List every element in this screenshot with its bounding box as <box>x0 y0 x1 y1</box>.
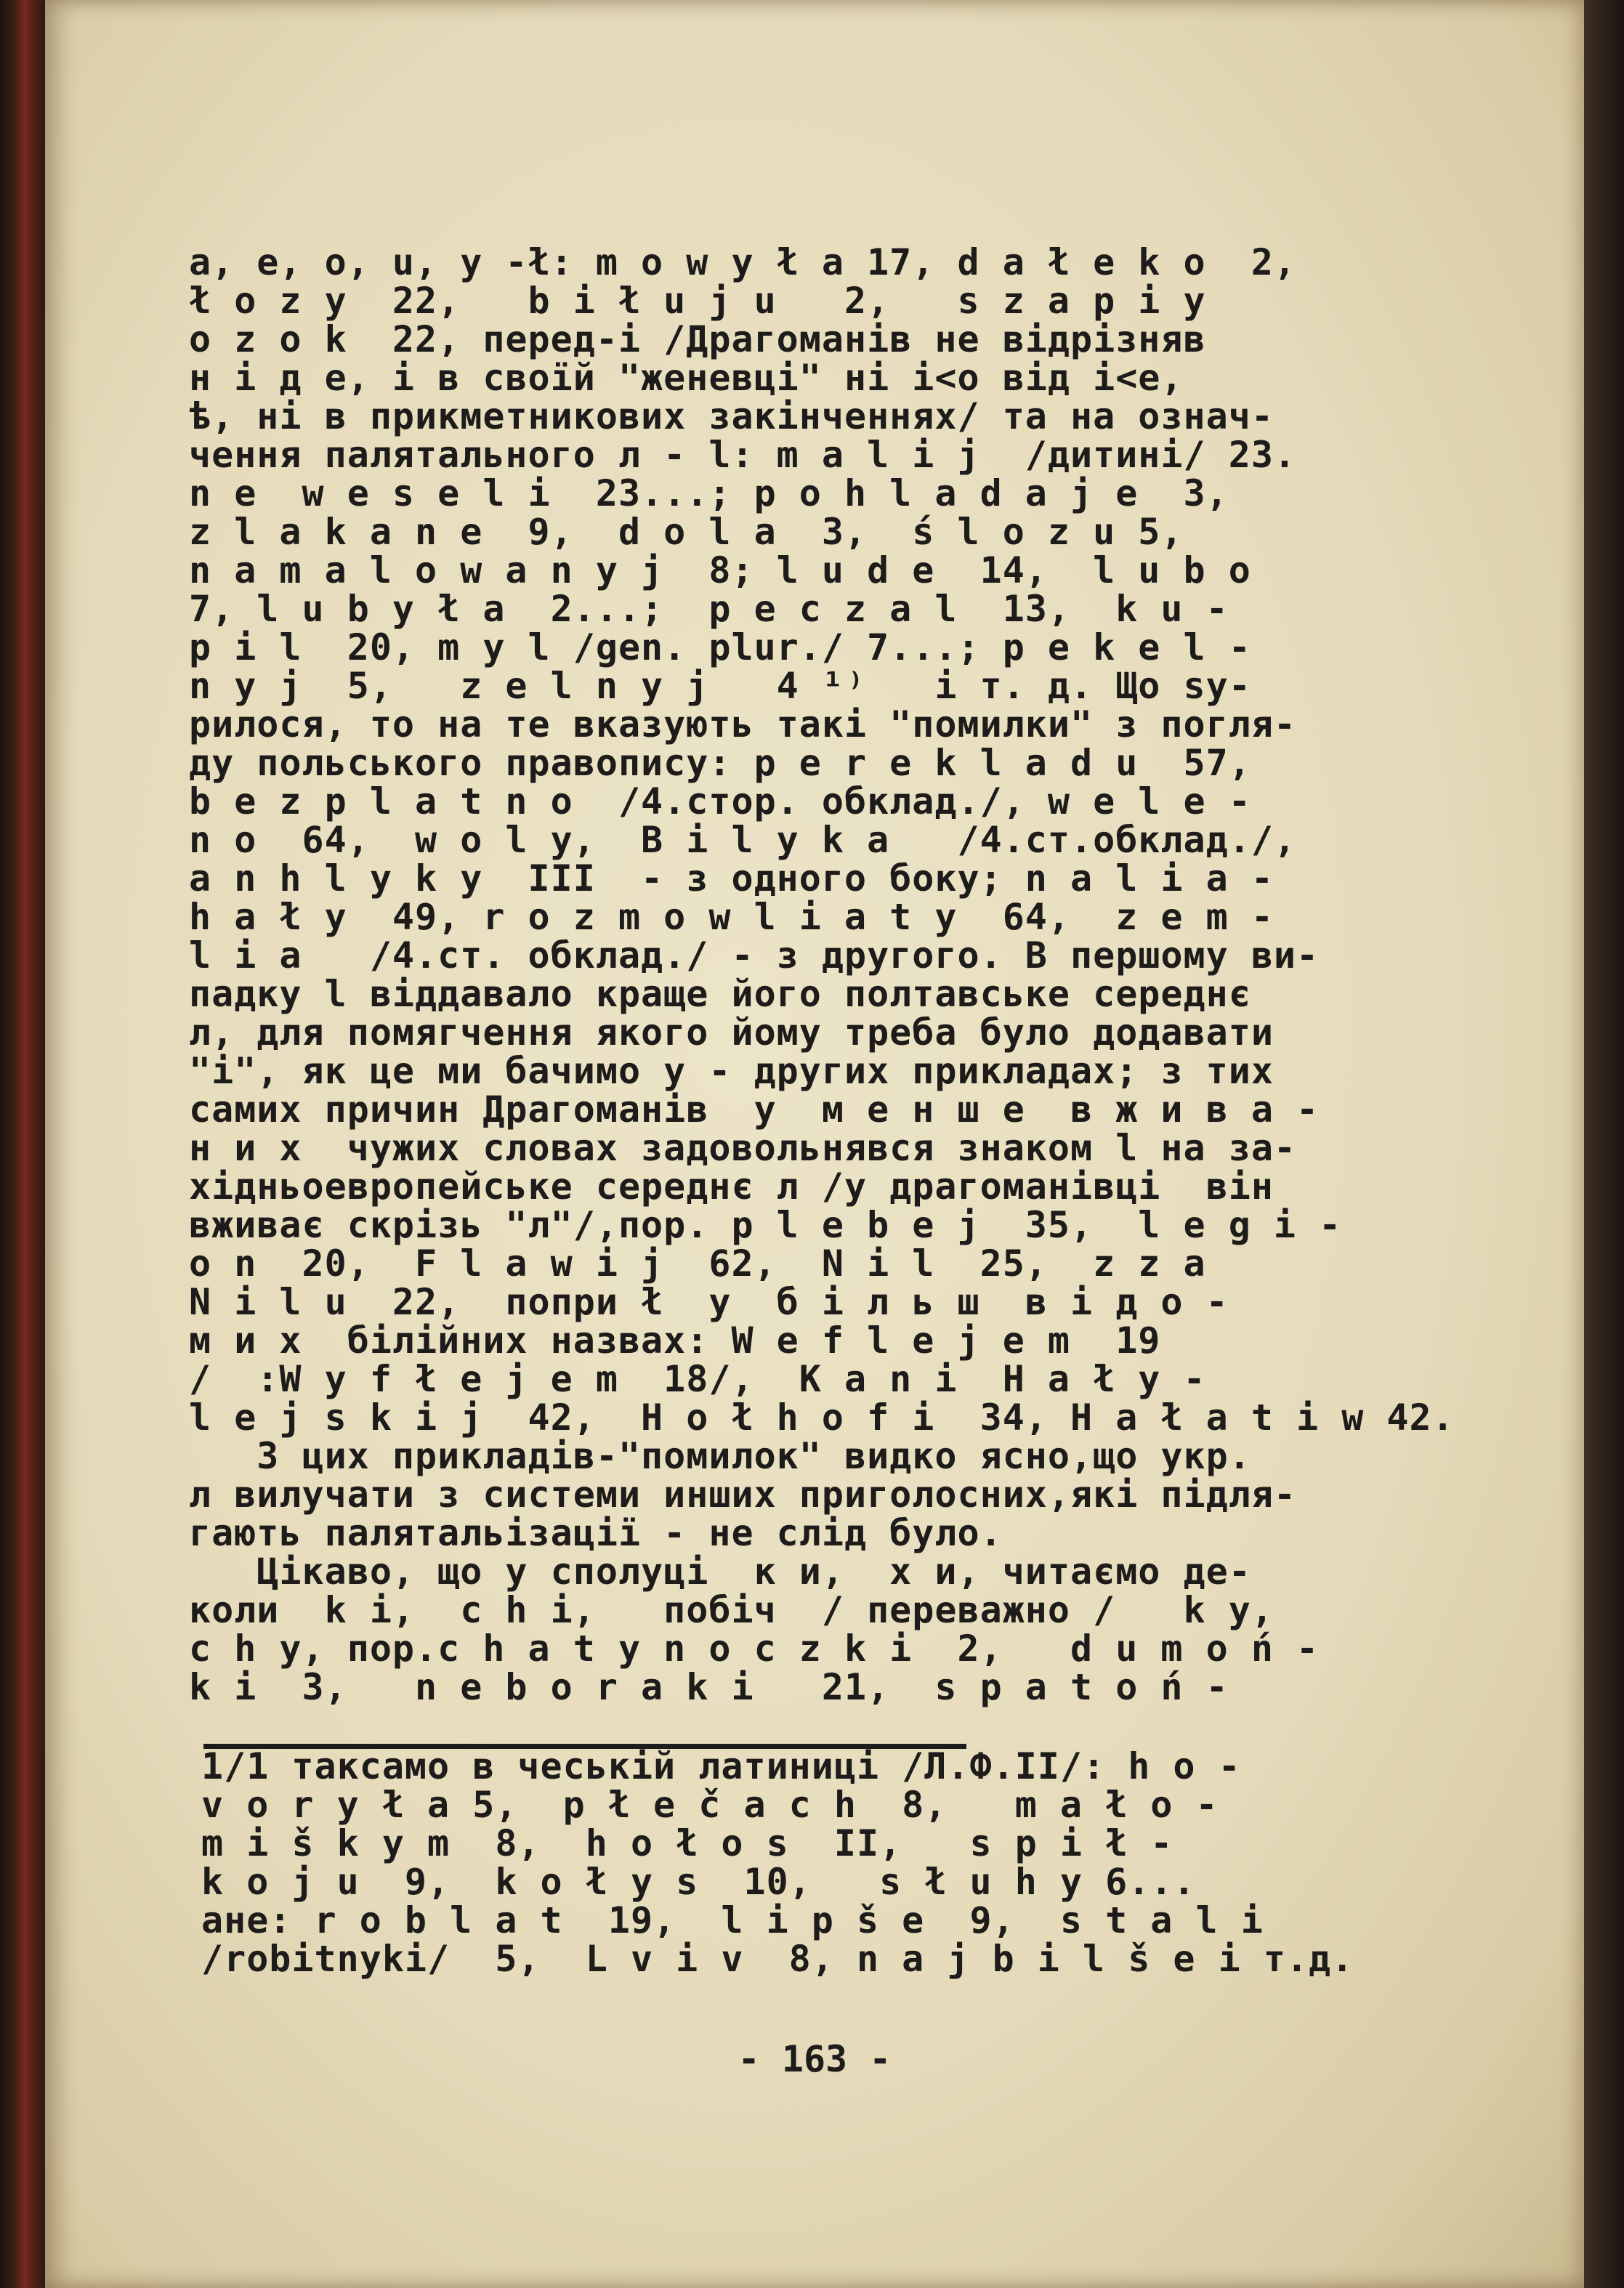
text-line: n y j 5, z e l n y j 4 ¹⁾ і т. д. Що ѕу- <box>189 665 1251 707</box>
footnote-line: ане: r o b l a t 19, l i p š e 9, s t a l i <box>201 1899 1264 1941</box>
footnote-line: 1/1 таксамо в чеській латиниці /Л.Ф.II/: h o - <box>201 1745 1241 1787</box>
text-line: ду польського правопису: p e r e k l a d u 57, <box>189 742 1251 784</box>
text-line: a n h l y k y III - з одного боку; n a l i a - <box>189 857 1274 900</box>
book-spine <box>0 0 45 2288</box>
text-line: коли k i, c h i, побіч / переважно / k y, <box>189 1589 1274 1631</box>
text-line: м и х білійних назвах: W e f l e j e m 19 <box>189 1319 1161 1362</box>
text-line: л вилучати з системи инших приголосних,які підля- <box>189 1474 1297 1516</box>
text-line: гають палятальізації - не слід було. <box>189 1512 1003 1554</box>
text-line: хідньоевропейське середнє л /у драгоманівці він <box>189 1165 1274 1208</box>
text-line: N i l u 22, попри ł у б і л ь ш в і д о - <box>189 1281 1229 1323</box>
text-line: n a m a l o w a n y j 8; l u d e 14, l u b o <box>189 549 1251 591</box>
footnote <box>201 1747 1466 1978</box>
page-edge-shadow <box>1584 0 1624 2288</box>
text-line: н і д е, і в своїй "женевці" ні і<о від і<е, <box>189 357 1184 399</box>
book-page <box>45 0 1584 2288</box>
page-number: - 163 - <box>738 2038 892 2080</box>
text-line: n o 64, w o l y, B i l y k a /4.ст.обклад./, <box>189 819 1297 861</box>
text-line: o z o k 22, перед-і /Драгоманів не відрізняв <box>189 318 1206 360</box>
text-line: n e w e s e l i 23...; p o h l a d a j e 3, <box>189 472 1229 514</box>
text-line: / :W y f ł e j e m 18/, K a n i H a ł y - <box>189 1358 1206 1400</box>
text-line: З цих прикладів-"помилок" видко ясно,що укр. <box>189 1435 1251 1477</box>
text-line: рилося, то на те вказують такі "помилки" з погля- <box>189 703 1297 745</box>
text-line: a, e, o, u, y -ł: m o w y ł a 17, d a ł e k o 2, <box>189 241 1297 283</box>
text-line: c h y, пор.c h a t y n o c z k i 2, d u m o ń - <box>189 1628 1320 1670</box>
text-line: ѣ, ні в прикметникових закінченнях/ та на означ- <box>189 395 1274 437</box>
text-line: л, для помягчення якого йому треба було додавати <box>189 1011 1274 1054</box>
text-line: Цікаво, що у сполуці к и, х и, читаємо де- <box>189 1551 1251 1593</box>
text-line: p i l 20, m y l /gen. plur./ 7...; p e k e l - <box>189 626 1251 668</box>
text-line: b e z p l a t n o /4.стор. обклад./, w e l e - <box>189 780 1251 822</box>
text-line: h a ł y 49, r o z m o w l i a t y 64, z e m - <box>189 896 1274 938</box>
footnote-line: m i š k y m 8, h o ł o s II, s p i ł - <box>201 1822 1173 1864</box>
footnote-line: /robitnyki/ 5, L v i v 8, n a j b i l š e і т.д. <box>201 1938 1354 1980</box>
text-line: чення палятального л - l: m a l i j /дитині/ 23. <box>189 434 1297 476</box>
text-line: 7, l u b y ł a 2...; p e c z a l 13, k u - <box>189 588 1229 630</box>
text-line: k i 3, n e b o r a k i 21, s p a t o ń - <box>189 1666 1229 1708</box>
text-line: вживає скрізь "л"/,пор. p l e b e j 35, l e g i - <box>189 1204 1342 1246</box>
text-line: z l a k a n e 9, d o l a 3, ś l o z u 5, <box>189 511 1184 553</box>
text-line: н и х чужих словах задовольнявся знаком l на за- <box>189 1127 1297 1169</box>
text-line: o n 20, F l a w i j 62, N i l 25, z z a <box>189 1242 1206 1285</box>
footnote-line: k o j u 9, k o ł y s 10, s ł u h y 6... <box>201 1861 1196 1903</box>
footnote-line: v o r y ł a 5, p ł e č a c h 8, m a ł o - <box>201 1784 1219 1826</box>
text-line: падку l віддавало краще його полтавське середнє <box>189 973 1251 1015</box>
text-line: "i", як це ми бачимо у - других прикладах; з тих <box>189 1050 1274 1092</box>
text-line: самих причин Драгоманів у м е н ш е в ж и в а - <box>189 1088 1320 1131</box>
body-text <box>189 243 1453 1707</box>
text-line: l i a /4.ст. обклад./ - з другого. В першому ви- <box>189 934 1320 977</box>
text-line: ł o z y 22, b i ł u j u 2, s z a p i y <box>189 280 1206 322</box>
text-line: l e j s k i j 42, H o ł h o f i 34, H a ł a t i w 42. <box>189 1396 1455 1439</box>
